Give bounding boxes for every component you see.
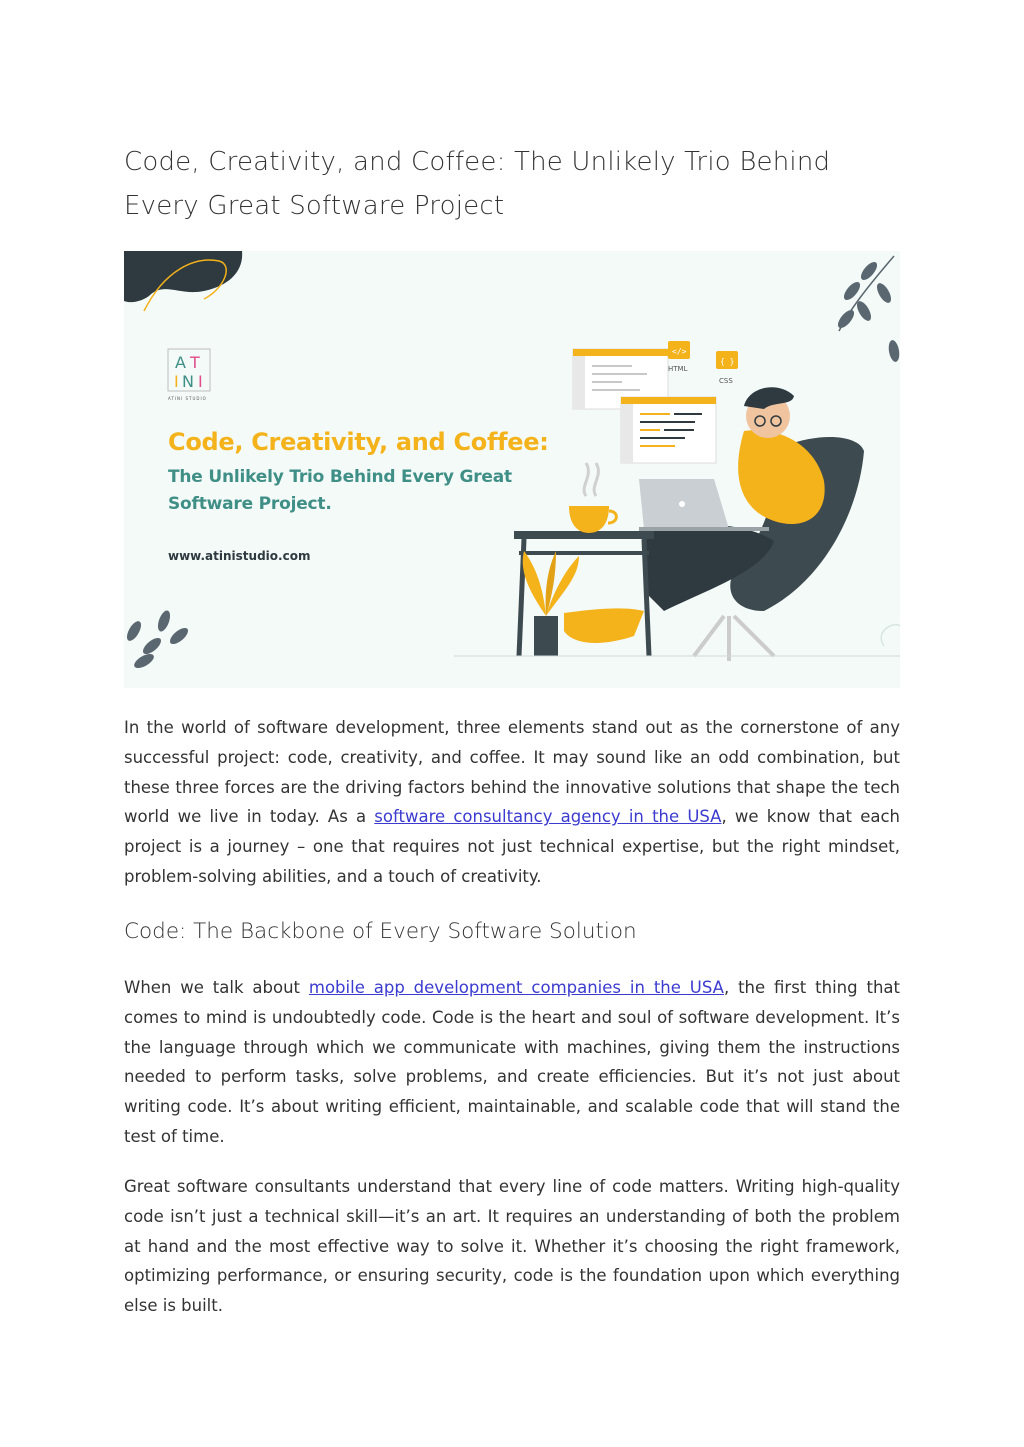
banner-headline: Code, Creativity, and Coffee: xyxy=(168,428,549,456)
link-mobile-app-development[interactable]: mobile app development companies in the USA xyxy=(308,978,724,997)
svg-text:</>: </> xyxy=(672,347,687,356)
svg-text:T: T xyxy=(190,353,200,372)
svg-text:CSS: CSS xyxy=(719,377,733,385)
svg-text:N: N xyxy=(182,372,194,391)
svg-text:I: I xyxy=(198,372,203,391)
banner-subline-1: The Unlikely Trio Behind Every Great xyxy=(168,467,512,487)
article-title: Code, Creativity, and Coffee: The Unlikely Trio Behind Every Great Software Project xyxy=(124,147,831,221)
svg-text:A: A xyxy=(175,353,186,372)
svg-text:I: I xyxy=(174,372,179,391)
section-heading-code: Code: The Backbone of Every Software Solution xyxy=(124,919,637,944)
svg-text:HTML: HTML xyxy=(668,365,688,373)
paragraph-intro: In the world of software development, three elements stand out as the cornerstone of any successful project: code, creativity, and coffee. It may sound like an odd combination, but these three forces are the driving factors behind the innovative solutions that shape the tech world we live in today. As a software consultancy agency in the USA, we know that each project is a journey – one that requires not just technical expertise, but the right mindset, problem-solving abilities, and a touch of creativity. xyxy=(124,718,900,886)
leaves-bottom-icon xyxy=(124,609,190,671)
svg-text:{ }: { } xyxy=(720,357,735,366)
coffee-cup-icon xyxy=(569,463,616,533)
hero-banner-image xyxy=(124,251,900,688)
logo-subtitle: ATINI STUDIO xyxy=(168,396,207,401)
leaves-icon xyxy=(835,259,900,362)
paragraph-consultants: Great software consultants understand that every line of code matters. Writing high-quality code isn’t just a technical skill—it’s an art. It requires an understanding of both the problem at hand and the most effective way to solve it. Whether it’s choosing the right framework, optimizing performance, or ensuring security, code is the foundation upon which everything else is built. xyxy=(124,1177,900,1316)
plant-icon xyxy=(523,551,579,656)
banner-subline-2: Software Project. xyxy=(168,494,332,514)
code-window-2-icon xyxy=(621,397,716,463)
link-software-consultancy[interactable]: software consultancy agency in the USA xyxy=(374,807,722,827)
paragraph-code: When we talk about mobile app development companies in the USA, the first thing that comes to mind is undoubtedly code. Code is the heart and soul of software development. It’s the language through which we communicate with machines, giving them the instructions needed to perform tasks, solve problems, and create efficiencies. But it’s not just about writing code. It’s about writing efficient, maintainable, and scalable code that will stand the test of time. xyxy=(124,978,900,1146)
banner-website: www.atinistudio.com xyxy=(168,549,311,563)
